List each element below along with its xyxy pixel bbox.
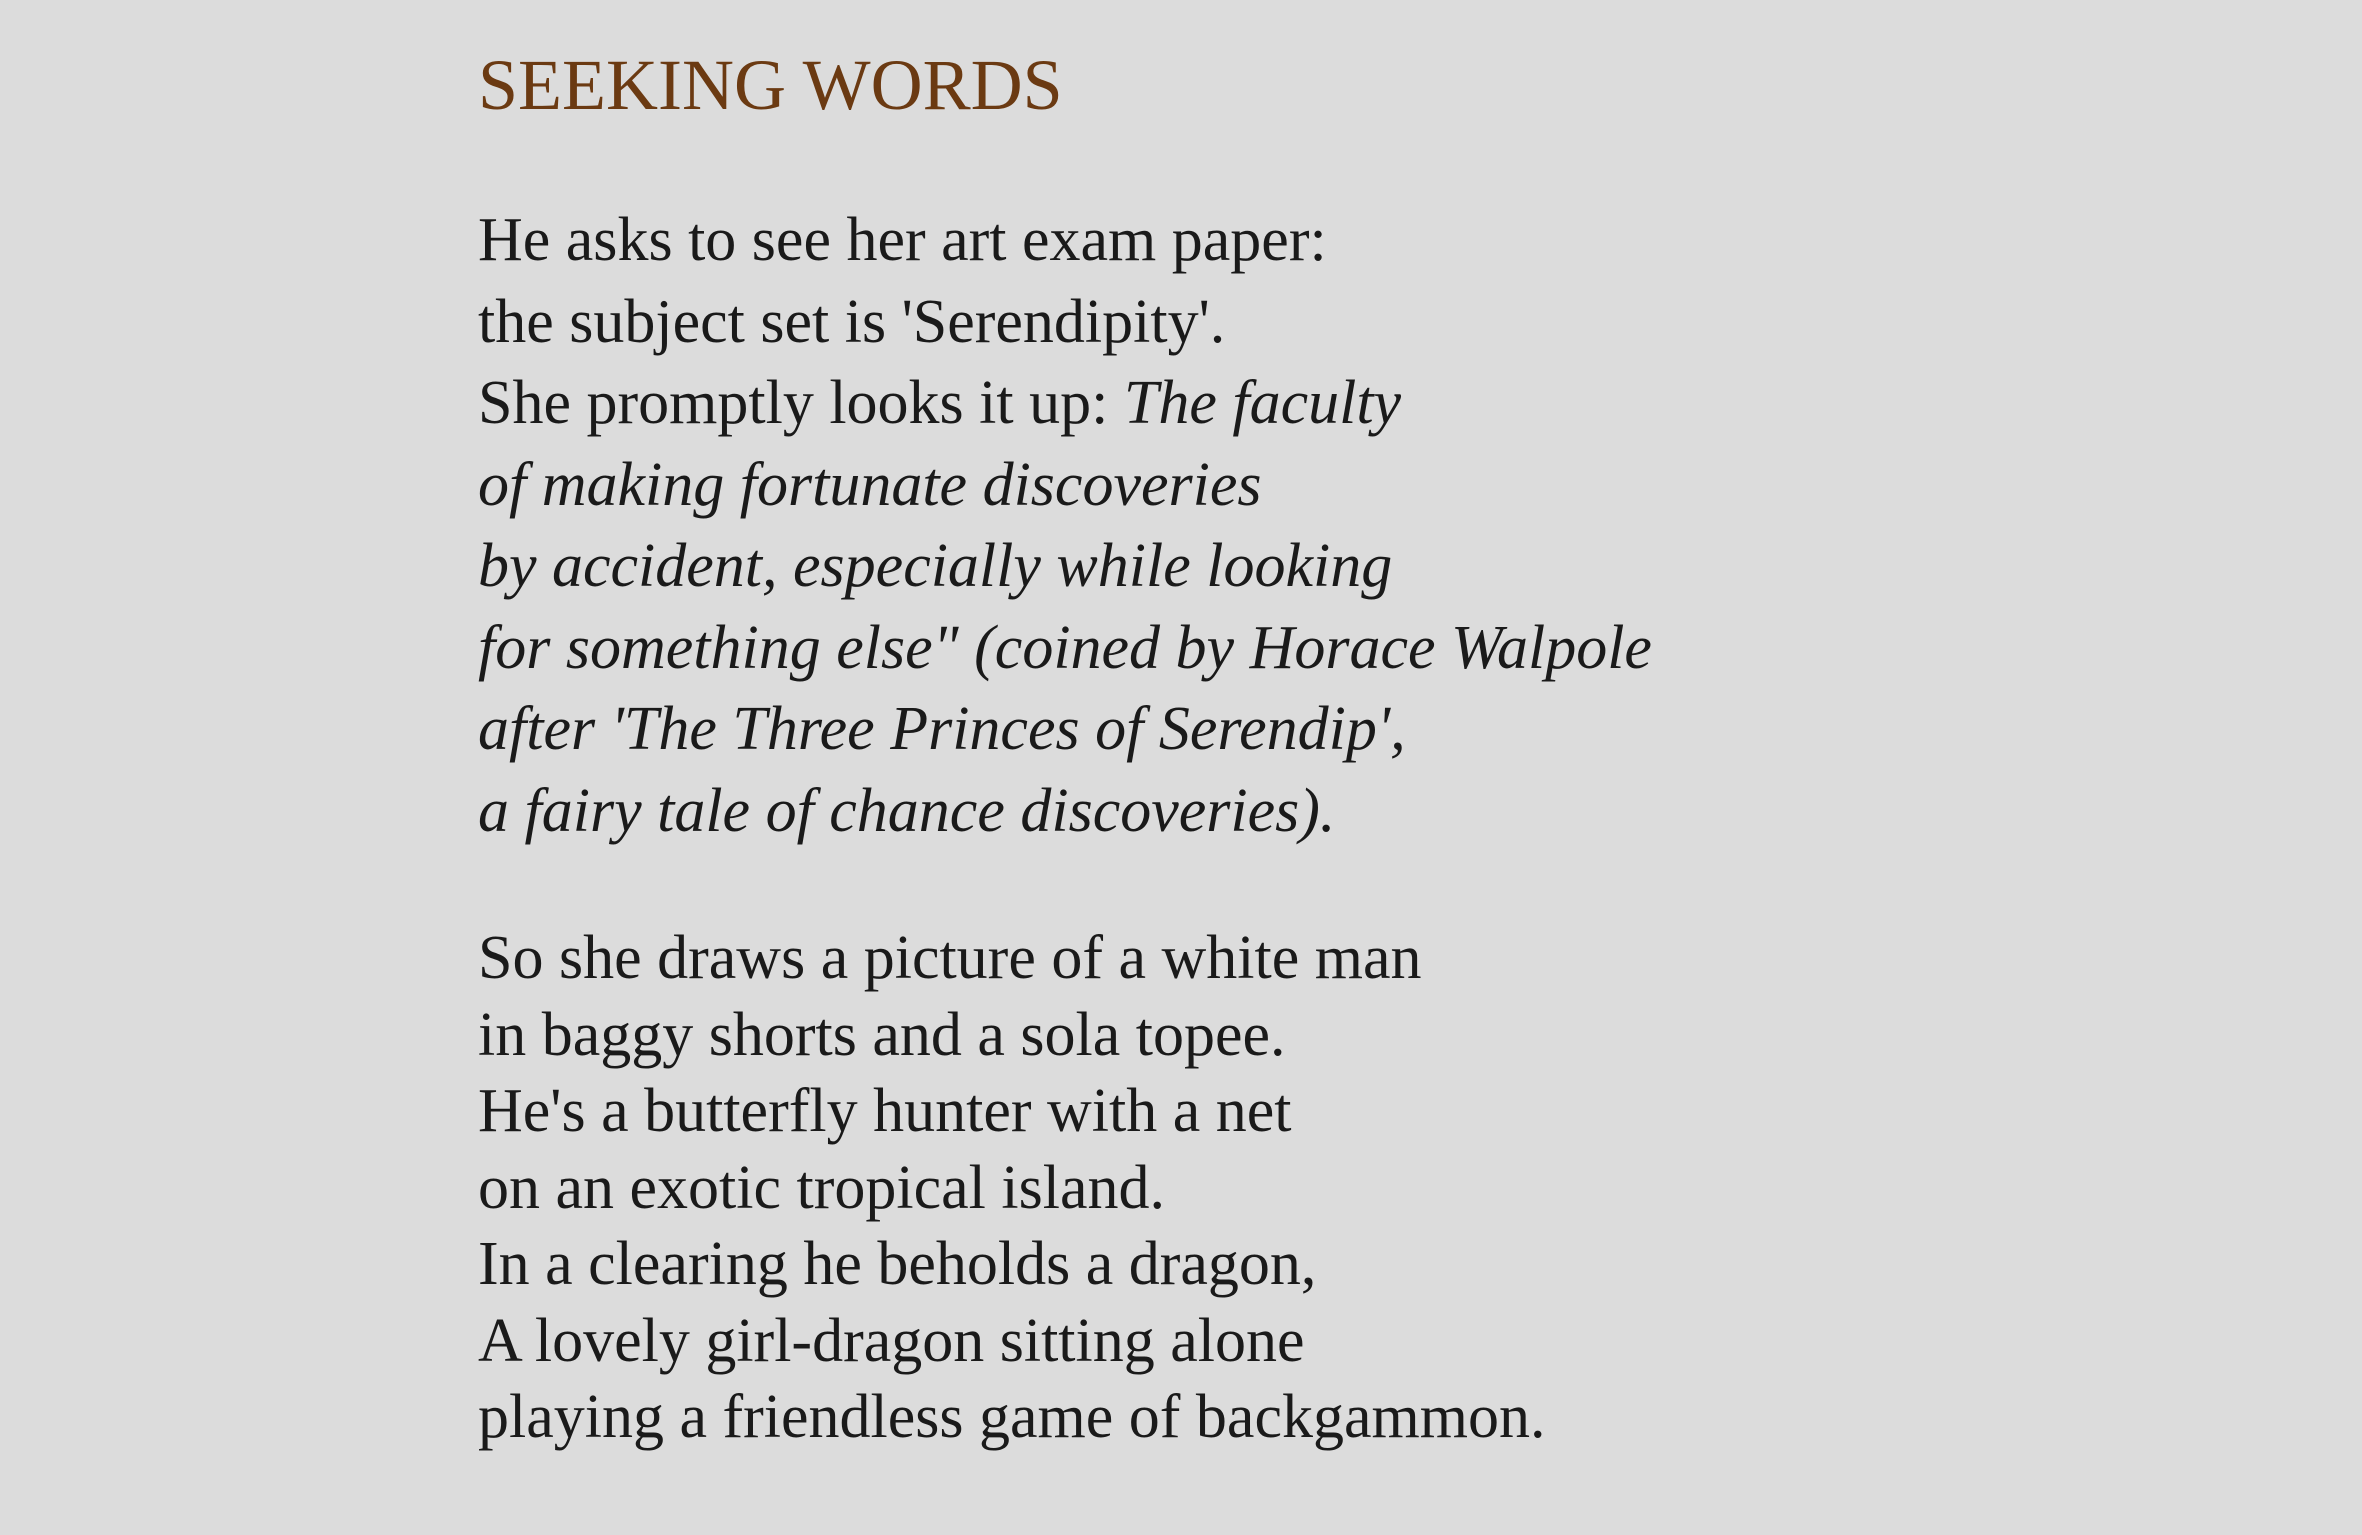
poem-title: SEEKING WORDS xyxy=(478,45,1063,125)
poem-line: He's a butterfly hunter with a net xyxy=(478,1077,1292,1145)
poem-line: In a clearing he beholds a dragon, xyxy=(478,1230,1317,1298)
poem-line: So she draws a picture of a white man xyxy=(478,924,1422,992)
poem-line-italic: by accident, especially while looking xyxy=(478,532,1393,600)
poem-line-italic: of making fortunate discoveries xyxy=(478,450,1262,519)
poem-page xyxy=(478,40,1878,1451)
poem-line: in baggy shorts and a sola topee. xyxy=(478,1000,1286,1069)
poem-line-italic: after 'The Three Princes of Serendip', xyxy=(478,695,1406,763)
poem-line-italic: a fairy tale of chance discoveries). xyxy=(478,776,1336,845)
poem-line-italic-part: The faculty xyxy=(1123,369,1402,437)
poem-line: A lovely girl-dragon sitting alone xyxy=(478,1306,1305,1375)
poem-line: playing a friendless game of backgammon. xyxy=(478,1383,1546,1451)
poem-line: the subject set is 'Serendipity'. xyxy=(478,287,1226,356)
poem-line xyxy=(478,363,1652,445)
poem-line: on an exotic tropical island. xyxy=(478,1153,1165,1222)
poem-line: He asks to see her art exam paper: xyxy=(478,206,1327,274)
stanza-1 xyxy=(478,200,1652,852)
stanza-2 xyxy=(478,920,1545,1456)
poem-line-roman-part: She promptly looks it up: xyxy=(478,369,1124,437)
poem-line-italic: for something else" (coined by Horace Walpole xyxy=(478,613,1652,682)
